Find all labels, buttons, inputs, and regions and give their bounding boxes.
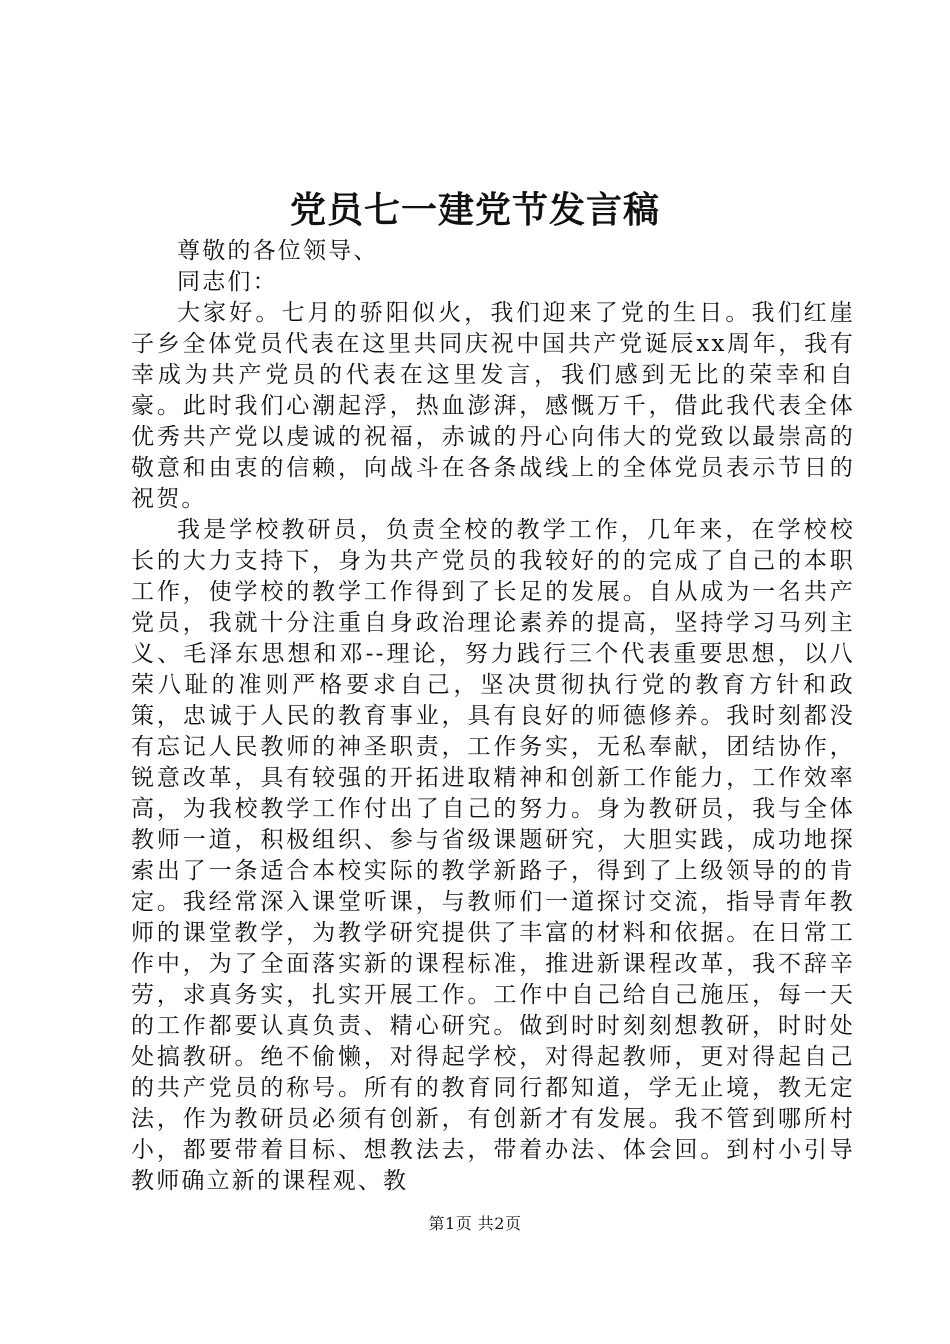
salutation-line: 尊敬的各位领导、	[177, 238, 379, 264]
page-title: 党员七一建党节发言稿	[289, 189, 660, 231]
document-body	[131, 236, 855, 1197]
salutation-line: 同志们：	[177, 269, 278, 295]
paragraph: 我是学校教研员，负责全校的教学工作，几年来，在学校校长的大力支持下，身为共产党员的我较好的的完成了自己的本职工作，使学校的教学工作得到了长足的发展。自从成为一名共产党员，我就十分注重自身政治理论素养的提高，坚持学习马列主义、毛泽东思想和邓--理论，努力践行三个代表重要思想，以八荣八耻的准则严格要求自己，坚决贯彻执行党的教育方针和政策，忠诚于人民的教育事业，具有良好的师德修养。我时刻都没有忘记人民教师的神圣职责，工作务实，无私奉献，团结协作，锐意改革，具有较强的开拓进取精神和创新工作能力，工作效率高，为我校教学工作付出了自己的努力。身为教研员，我与全体教师一道，积极组织、参与省级课题研究，大胆实践，成功地探索出了一条适合本校实际的教学新路子，得到了上级领导的的肯定。我经常深入课堂听课，与教师们一道探讨交流，指导青年教师的课堂教学，为教学研究提供了丰富的材料和依据。在日常工作中，为了全面落实新的课程标准，推进新课程改革，我不辞辛劳，求真务实，扎实开展工作。工作中自己给自己施压，每一天的工作都要认真负责、精心研究。做到时时刻刻想教研，时时处处搞教研。绝不偷懒，对得起学校，对得起教师，更对得起自己的共产党员的称号。所有的教育同行都知道，学无止境，教无定法，作为教研员必须有创新，有创新才有发展。我不管到哪所村小，都要带着目标、想教法去，带着办法、体会回。到村小引导教师确立新的课程观、教	[131, 517, 855, 1194]
page-footer: 第1页 共2页	[428, 1214, 522, 1233]
paragraph: 大家好。七月的骄阳似火，我们迎来了党的生日。我们红崖子乡全体党员代表在这里共同庆祝中国共产党诞辰xx周年，我有幸成为共产党员的代表在这里发言，我们感到无比的荣幸和自豪。此时我们心潮起浮，热血澎湃，感慨万千，借此我代表全体优秀共产党以虔诚的祝福，赤诚的丹心向伟大的党致以最崇高的敬意和由衷的信赖，向战斗在各条战线上的全体党员表示节日的祝贺。	[131, 300, 855, 512]
